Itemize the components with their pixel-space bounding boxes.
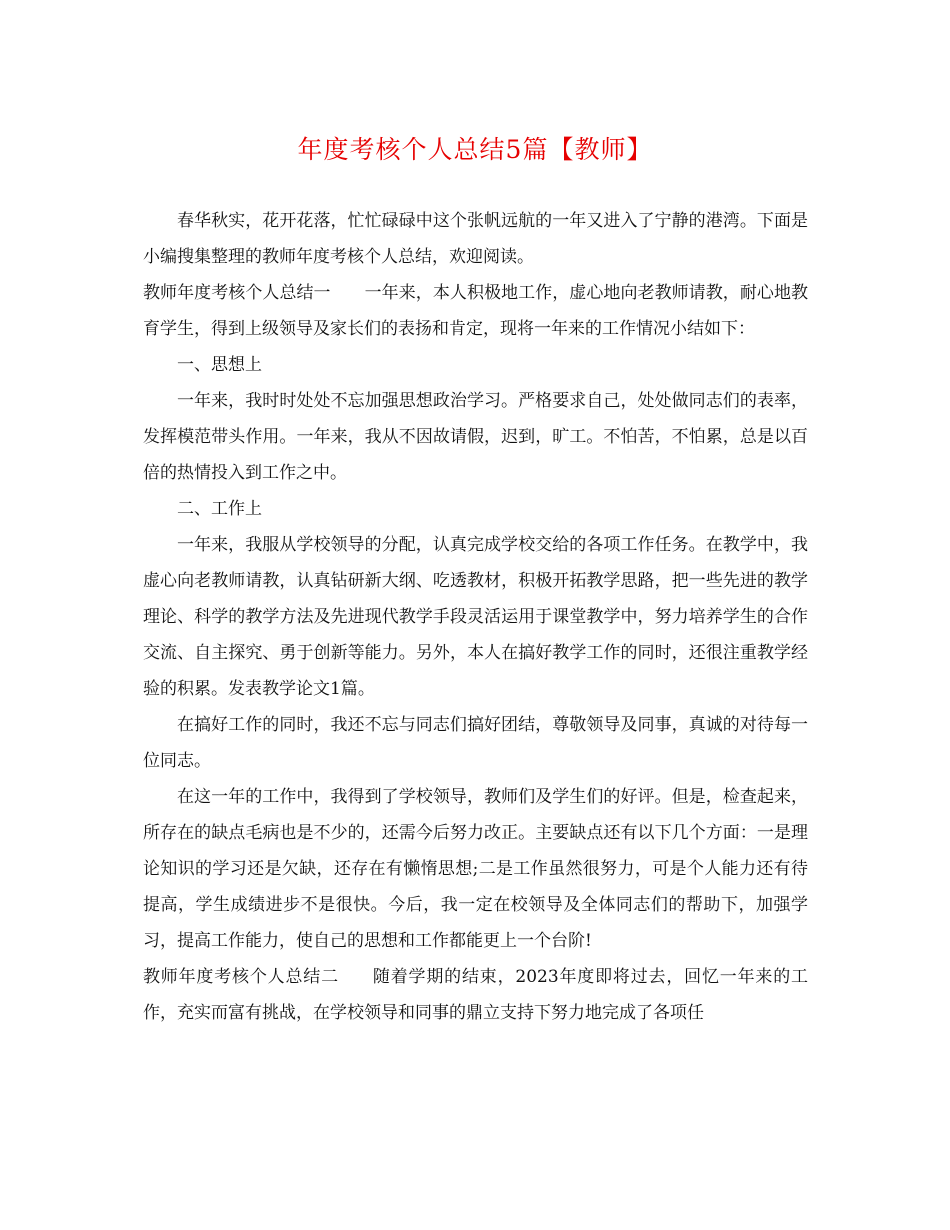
section-two-heading: 教师年度考核个人总结二 (143, 967, 339, 987)
section-one-text: 一年来，本人积极地工作，虚心地向老教师请教，耐心地教育学生，得到上级领导及家长们的表扬和肯定，现将一年来的工作情况小结如下： (143, 283, 809, 339)
section-two-text: 随着学期的结束，2023年度即将过去，回忆一年来的工作，充实而富有挑战，在学校领导和同事的鼎立支持下努力地完成了各项任 (143, 967, 809, 1023)
shortcomings-paragraph: 在这一年的工作中，我得到了学校领导，教师们及学生们的好评。但是，检查起来，所存在的缺点毛病也是不少的，还需今后努力改正。主要缺点还有以下几个方面：一是理论知识的学习还是欠缺，还存在有懒惰思想;二是工作虽然很努力，可是个人能力还有待提高，学生成绩进步不是很快。今后，我一定在校领导及全体同志们的帮助下，加强学习，提高工作能力，使自己的思想和工作都能更上一个台阶! (143, 787, 808, 951)
subheading-thought: 一、思想上 (177, 355, 262, 375)
work-paragraph: 一年来，我服从学校领导的分配，认真完成学校交给的各项工作任务。在教学中，我虚心向老教师请教，认真钻研新大纲、吃透教材，积极开拓教学思路，把一些先进的教学理论、科学的教学方法及先进现代教学手段灵活运用于课堂教学中，努力培养学生的合作交流、自主探究、勇于创新等能力。另外，本人在搞好教学工作的同时，还很注重教学经验的积累。发表教学论文1篇。 (143, 535, 808, 699)
section-two-paragraph (143, 959, 808, 1031)
section-one-heading: 教师年度考核个人总结一 (143, 283, 331, 303)
section-one-paragraph (143, 275, 808, 347)
document-title: 年度考核个人总结5篇【教师】 (297, 135, 653, 164)
intro-paragraph: 春华秋实，花开花落，忙忙碌碌中这个张帆远航的一年又进入了宁静的港湾。下面是小编搜集整理的教师年度考核个人总结，欢迎阅读。 (143, 211, 808, 267)
thought-paragraph: 一年来，我时时处处不忘加强思想政治学习。严格要求自己，处处做同志们的表率，发挥模范带头作用。一年来，我从不因故请假，迟到，旷工。不怕苦，不怕累，总是以百倍的热情投入到工作之中。 (143, 391, 808, 483)
unity-paragraph: 在搞好工作的同时，我还不忘与同志们搞好团结，尊敬领导及同事，真诚的对待每一位同志。 (143, 715, 808, 771)
document-body (143, 203, 808, 1031)
subheading-work: 二、工作上 (177, 499, 262, 519)
